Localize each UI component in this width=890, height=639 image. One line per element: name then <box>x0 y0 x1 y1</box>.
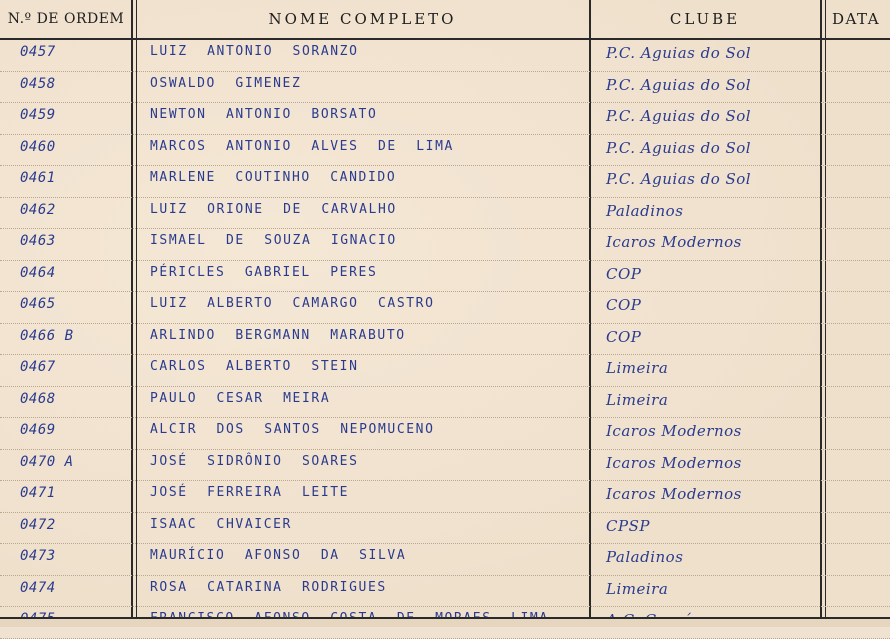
table-row <box>0 198 890 230</box>
row-clube: P.C. Aguias do Sol <box>606 170 752 188</box>
row-clube: Limeira <box>606 359 669 377</box>
row-nome: OSWALDO GIMENEZ <box>150 75 302 91</box>
table-row <box>0 324 890 356</box>
row-num: 0474 <box>20 579 56 596</box>
row-nome: ALCIR DOS SANTOS NEPOMUCENO <box>150 422 435 437</box>
table-row <box>0 387 890 419</box>
row-num: 0470 A <box>20 453 74 470</box>
row-num: 0468 <box>20 390 56 407</box>
row-clube: Paladinos <box>606 201 684 220</box>
table-row <box>0 166 890 198</box>
row-nome: JOSÉ SIDRÔNIO SOARES <box>150 453 359 469</box>
row-clube: COP <box>606 327 642 346</box>
row-num: 0466 B <box>20 327 74 344</box>
row-num: 0467 <box>20 359 56 375</box>
row-num: 0469 <box>20 422 56 438</box>
table-row <box>0 513 890 545</box>
header-nome: NOME COMPLETO <box>268 10 457 28</box>
row-nome: ISAAC CHVAICER <box>150 516 292 532</box>
table-row <box>0 103 890 135</box>
table-header <box>0 0 890 40</box>
row-clube: COP <box>606 264 642 283</box>
row-num: 0459 <box>20 107 56 123</box>
row-num: 0463 <box>20 233 56 249</box>
row-nome: ARLINDO BERGMANN MARABUTO <box>150 327 406 343</box>
table-row <box>0 292 890 324</box>
table-row <box>0 72 890 104</box>
row-nome: PÉRICLES GABRIEL PERES <box>150 264 378 280</box>
row-nome: MARCOS ANTONIO ALVES DE LIMA <box>150 138 454 154</box>
row-nome: ROSA CATARINA RODRIGUES <box>150 579 387 595</box>
table-row <box>0 481 890 513</box>
row-clube: Icaros Modernos <box>606 422 742 440</box>
row-num: 0471 <box>20 485 56 501</box>
row-nome: JOSÉ FERREIRA LEITE <box>150 485 350 500</box>
row-clube: P.C. Aguias do Sol <box>606 44 752 62</box>
row-clube: Icaros Modernos <box>606 453 742 472</box>
row-nome: NEWTON ANTONIO BORSATO <box>150 107 378 122</box>
row-num: 0457 <box>20 44 56 60</box>
row-clube: P.C. Aguias do Sol <box>606 138 752 157</box>
row-nome: ISMAEL DE SOUZA IGNACIO <box>150 233 397 248</box>
row-clube: Icaros Modernos <box>606 233 742 251</box>
row-num: 0462 <box>20 201 56 218</box>
header-clube: CLUBE <box>669 10 741 28</box>
header-num: N.º DE ORDEM <box>7 11 125 27</box>
row-num: 0472 <box>20 516 56 533</box>
row-num: 0461 <box>20 170 56 186</box>
row-nome: LUIZ ALBERTO CAMARGO CASTRO <box>150 296 435 311</box>
bottom-rule <box>0 617 890 627</box>
row-num: 0460 <box>20 138 56 155</box>
table-row <box>0 576 890 608</box>
row-num: 0458 <box>20 75 56 92</box>
row-clube: Limeira <box>606 579 669 598</box>
table-row <box>0 229 890 261</box>
row-clube: P.C. Aguias do Sol <box>606 107 752 125</box>
row-nome: PAULO CESAR MEIRA <box>150 390 331 406</box>
row-nome: LUIZ ANTONIO SORANZO <box>150 44 359 59</box>
header-data: DATA <box>831 10 881 28</box>
row-num: 0473 <box>20 548 56 564</box>
table-row <box>0 40 890 72</box>
row-nome: CARLOS ALBERTO STEIN <box>150 359 359 374</box>
row-nome: MARLENE COUTINHO CANDIDO <box>150 170 397 185</box>
table-row <box>0 418 890 450</box>
row-clube: Limeira <box>606 390 669 409</box>
row-clube: COP <box>606 296 642 314</box>
table-row <box>0 355 890 387</box>
table-row <box>0 450 890 482</box>
row-clube: Icaros Modernos <box>606 485 742 503</box>
table-row <box>0 261 890 293</box>
ledger-rows <box>0 40 890 639</box>
row-num: 0465 <box>20 296 56 312</box>
row-clube: P.C. Aguias do Sol <box>606 75 752 94</box>
row-nome: LUIZ ORIONE DE CARVALHO <box>150 201 397 217</box>
row-clube: Paladinos <box>606 548 684 566</box>
table-row <box>0 135 890 167</box>
row-clube: CPSP <box>606 516 650 535</box>
table-row <box>0 544 890 576</box>
row-nome: MAURÍCIO AFONSO DA SILVA <box>150 548 407 563</box>
row-num: 0464 <box>20 264 56 281</box>
